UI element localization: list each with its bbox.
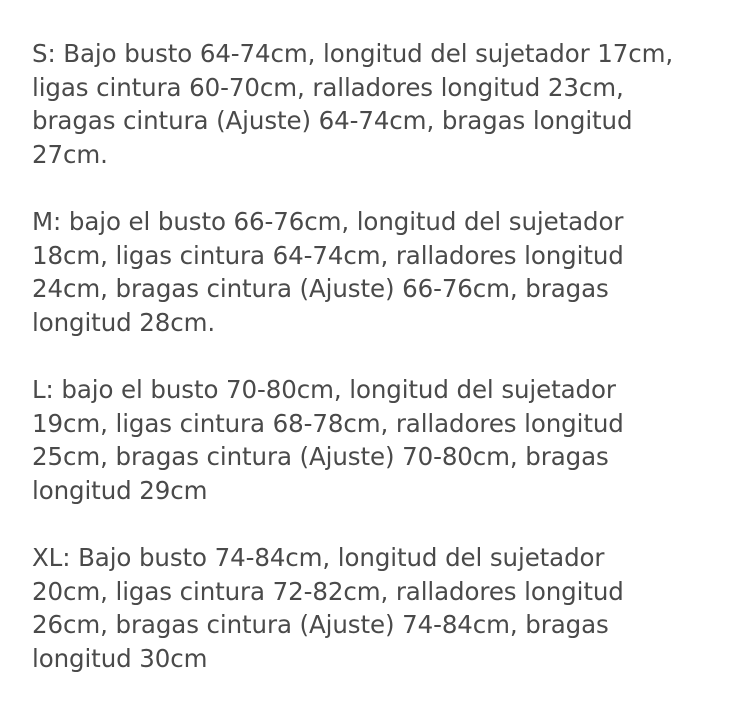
size-l-paragraph: L: bajo el busto 70-80cm, longitud del sujetador 19cm, ligas cintura 68-78cm, ralladores longitud 25cm, bragas cintura (Ajuste) 70-80cm, bragas longitud 29cm (32, 374, 624, 505)
size-xl-paragraph: XL: Bajo busto 74-84cm, longitud del sujetador 20cm, ligas cintura 72-82cm, ralladores longitud 26cm, bragas cintura (Ajuste) 74-84cm, bragas longitud 30cm (32, 542, 624, 673)
paragraph-spacer (32, 507, 732, 541)
size-s-paragraph: S: Bajo busto 64-74cm, longitud del sujetador 17cm, ligas cintura 60-70cm, ralladores longitud 23cm, bragas cintura (Ajuste) 64-74cm, bragas longitud 27cm. (32, 39, 674, 169)
paragraph-spacer (32, 339, 732, 373)
size-chart-text (32, 37, 732, 675)
size-m-paragraph: M: bajo el busto 66-76cm, longitud del sujetador 18cm, ligas cintura 64-74cm, ralladores longitud 24cm, bragas cintura (Ajuste) 66-76cm, bragas longitud 28cm. (32, 206, 624, 337)
paragraph-spacer (32, 171, 732, 205)
